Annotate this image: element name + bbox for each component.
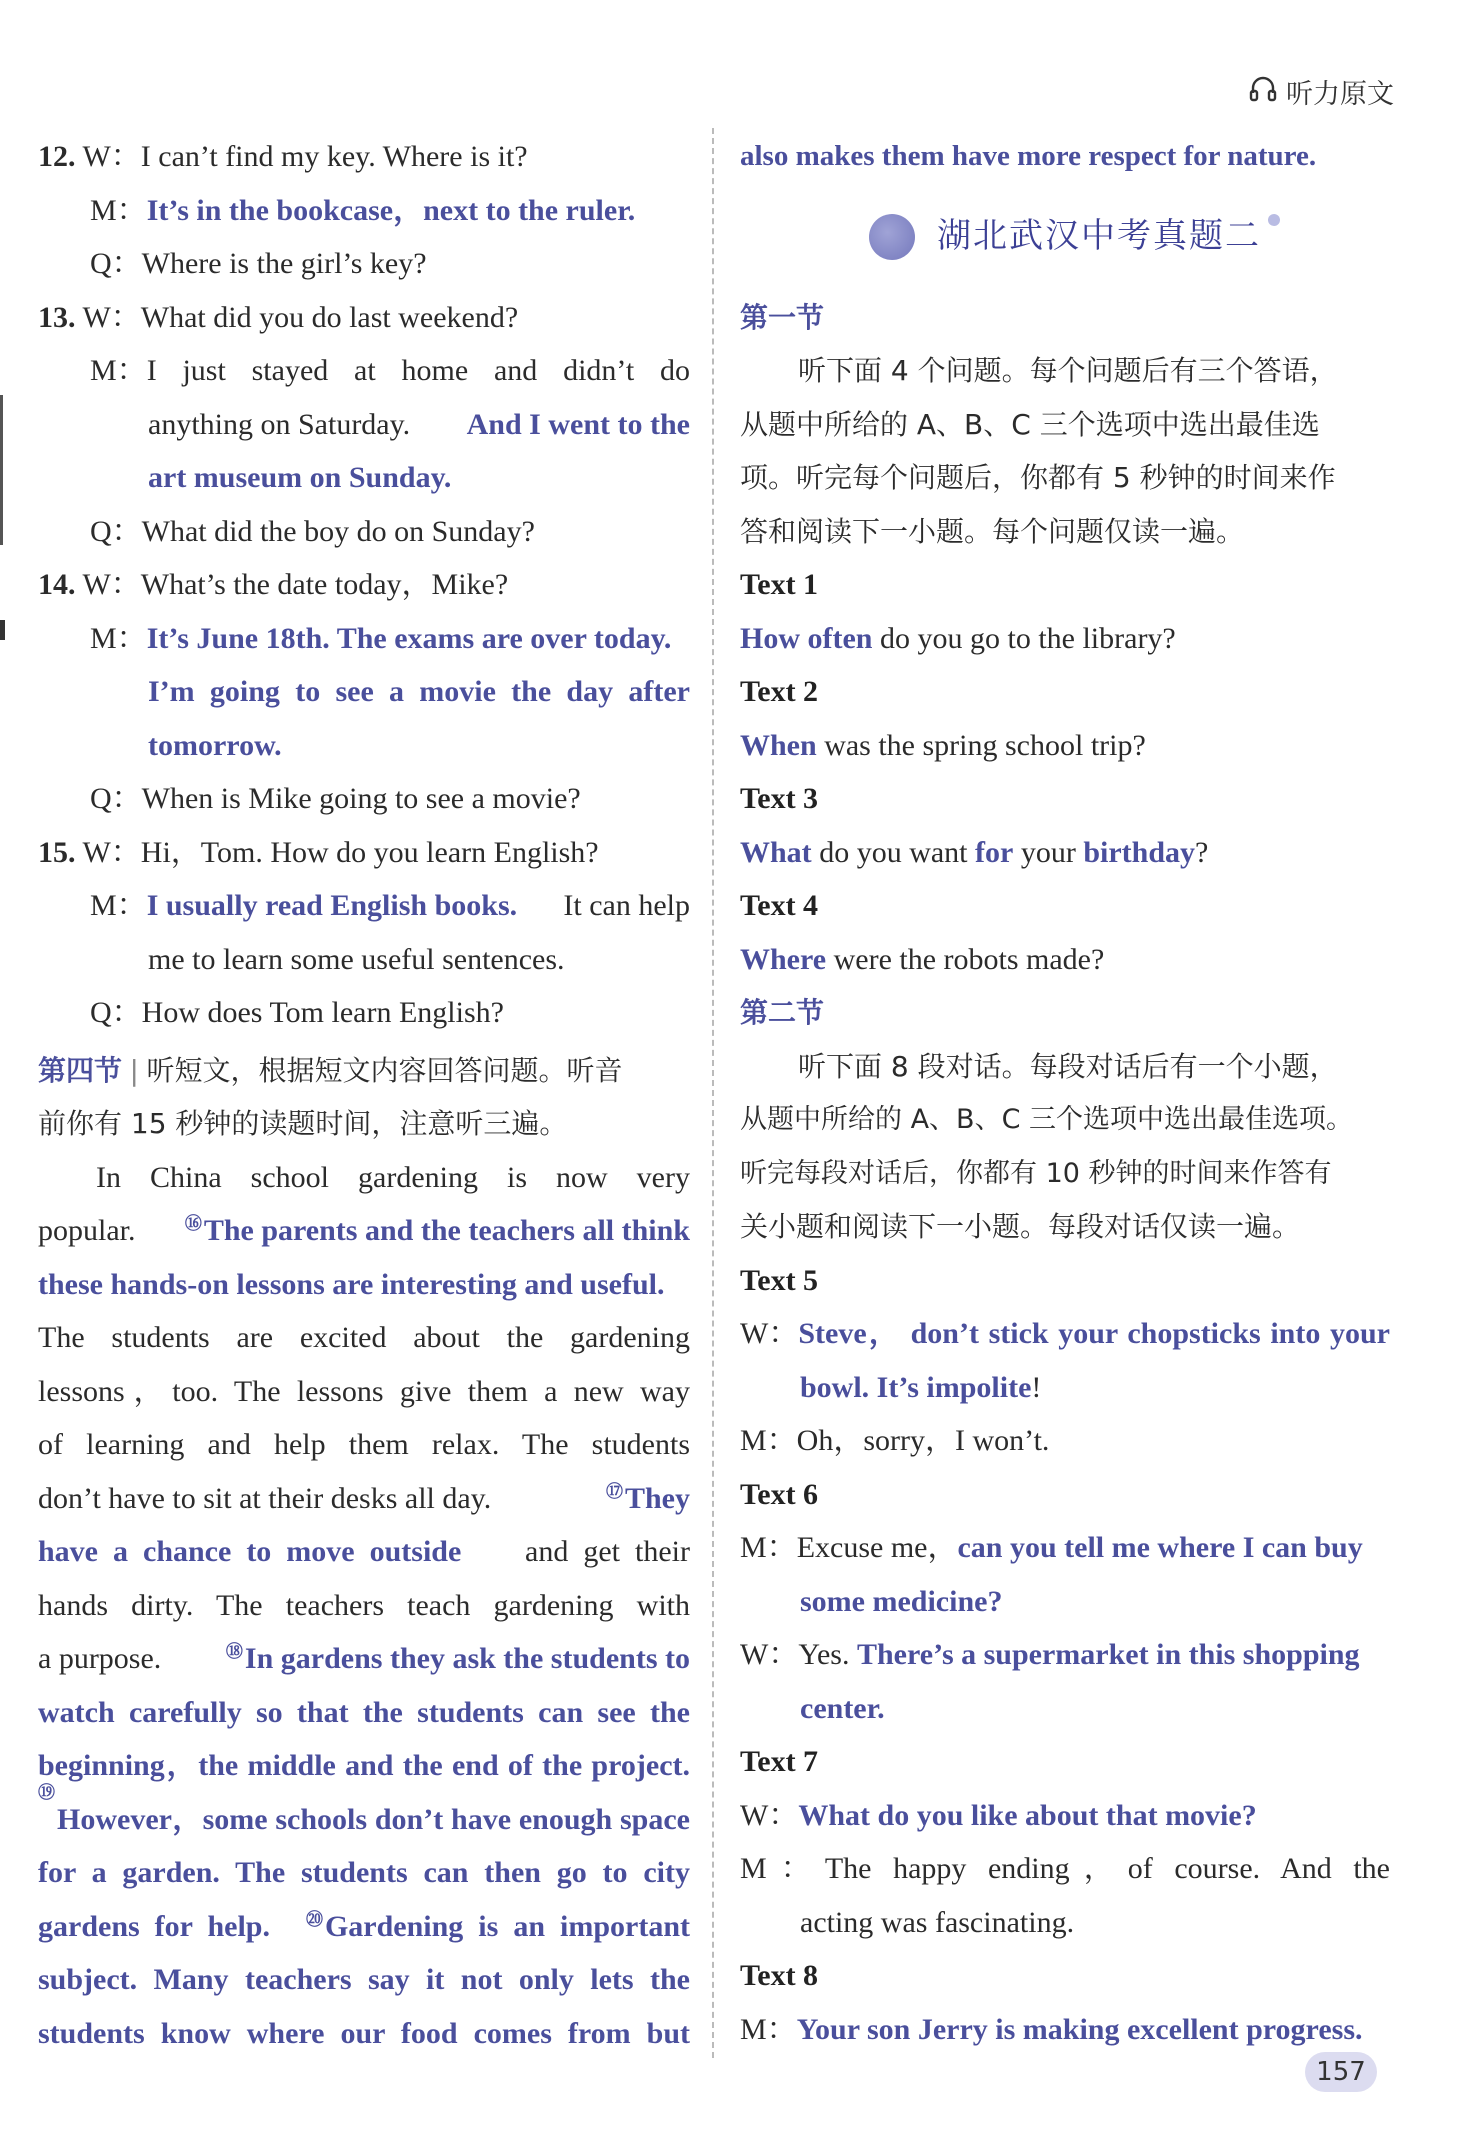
column-divider [712, 128, 714, 2058]
q15-question: Q：How does Tom learn English? [90, 996, 504, 1029]
text-7-heading: Text 7 [740, 1745, 819, 1778]
text-6-woman-line: W：Yes. There’s a supermarket in this shopping [740, 1638, 1360, 1671]
section-2-label: 第二节 [740, 996, 825, 1029]
q12-woman-line: 12. W：I can’t find my key. Where is it? [38, 140, 528, 173]
q14-question: Q：When is Mike going to see a movie? [90, 782, 581, 815]
text-7-man-line: M：The happy ending，of course. And the [740, 1852, 1390, 1885]
passage-line: ⑲ However，some schools don’t have enough space [38, 1782, 690, 1836]
text-6-man-line-2: some medicine? [800, 1584, 1003, 1618]
text-2-heading: Text 2 [740, 675, 819, 708]
q13-question: Q：What did the boy do on Sunday? [90, 514, 535, 548]
q15-man-line-2: me to learn some useful sentences. [148, 942, 565, 976]
text-2-question: When was the spring school trip? [740, 728, 1146, 762]
part4-instruction-2: 前你有 15 秒钟的读题时间，注意听三遍。 [38, 1107, 568, 1140]
left-column [38, 130, 690, 2060]
section-1-instruction: 答和阅读下一小题。每个问题仅读一遍。 [740, 514, 1245, 548]
passage-line: watch carefully so that the students can see the [38, 1695, 690, 1729]
page-header [1248, 72, 1394, 111]
passage-line: don’t have to sit at their desks all day. ⑰They [38, 1481, 690, 1515]
passage-line: students know where our food comes from but [38, 2016, 690, 2050]
section-1-instruction: 听下面 4 个问题。每个问题后有三个答语， [798, 354, 1338, 387]
margin-mark [0, 395, 3, 545]
section-1-instruction: 从题中所给的 A、B、C 三个选项中选出最佳选 [740, 407, 1320, 441]
passage-line: a purpose. ⑱In gardens they ask the students to [38, 1642, 690, 1675]
q14-woman-line: 14. W：What’s the date today，Mike? [38, 568, 509, 601]
q13-man-line-2: anything on Saturday. And I went to the [148, 407, 690, 441]
passage-line: lessons，too. The lessons give them a new way [38, 1374, 690, 1408]
headphones-icon [1248, 73, 1278, 110]
section-1-label: 第一节 [740, 300, 825, 334]
passage-line: these hands-on lessons are interesting and useful. [38, 1267, 665, 1301]
text-3-question: What do you want for your birthday? [740, 835, 1209, 869]
text-5-man-line: M：Oh，sorry，I won’t. [740, 1424, 1050, 1457]
passage-line: gardens for help. ⑳Gardening is an important [38, 1909, 690, 1943]
passage-line: The students are excited about the gardening [38, 1321, 690, 1354]
text-6-man-line: M：Excuse me，can you tell me where I can buy [740, 1531, 1363, 1564]
section-banner [740, 184, 1390, 291]
text-6-woman-line-2: center. [800, 1691, 885, 1725]
banner-dot-decoration [1268, 214, 1280, 226]
passage-line: of learning and help them relax. The students [38, 1428, 690, 1461]
q12-question: Q：Where is the girl’s key? [90, 247, 427, 280]
passage-line: have a chance to move outside and get their [38, 1535, 690, 1568]
section-2-instruction: 从题中所给的 A、B、C 三个选项中选出最佳选项。 [740, 1104, 1354, 1135]
section-2-instruction: 听下面 8 段对话。每段对话后有一个小题， [798, 1049, 1338, 1083]
section-2-instruction: 关小题和阅读下一小题。每段对话仅读一遍。 [740, 1210, 1301, 1243]
header-label: 听力原文 [1286, 79, 1394, 110]
text-1-heading: Text 1 [740, 568, 819, 601]
text-1-question: How often do you go to the library? [740, 621, 1176, 655]
text-8-man-line: M：Your son Jerry is making excellent progress. [740, 2012, 1363, 2046]
text-5-woman-line-2: bowl. It’s impolite! [800, 1370, 1042, 1404]
passage-line: In China school gardening is now very [96, 1160, 690, 1194]
right-column [740, 130, 1390, 2056]
q15-man-line: M：I usually read English books. It can help [90, 889, 690, 922]
passage-continuation: also makes them have more respect for nature. [740, 140, 1317, 172]
q13-man-line: M： I just stayed at home and didn’t do [90, 354, 690, 387]
banner-title: 湖北武汉中考真题二 [937, 216, 1261, 257]
text-6-heading: Text 6 [740, 1477, 819, 1511]
q14-man-line-2: I’m going to see a movie the day after [148, 675, 690, 708]
q12-man-line: M：It’s in the bookcase，next to the ruler. [90, 193, 636, 227]
page-number: 157 [1305, 2052, 1377, 2092]
text-7-woman-line: W：What do you like about that movie? [740, 1798, 1257, 1832]
q14-man-line: M：It’s June 18th. The exams are over today. [90, 621, 672, 655]
passage-line: popular. ⑯The parents and the teachers all think [38, 1214, 690, 1247]
text-5-woman-line: W： Steve， don’t stick your chopsticks into your [740, 1317, 1390, 1350]
section-2-instruction: 听完每段对话后，你都有 10 秒钟的时间来作答有 [740, 1157, 1332, 1189]
passage-line: hands dirty. The teachers teach gardening with [38, 1588, 690, 1622]
margin-mark [0, 620, 5, 640]
banner-circle-decoration [869, 214, 915, 260]
passage-line: beginning，the middle and the end of the project. [38, 1749, 690, 1782]
passage-line: for a garden. The students can then go to city [38, 1856, 690, 1889]
section-1-instruction: 项。听完每个问题后，你都有 5 秒钟的时间来作 [740, 461, 1336, 494]
text-3-heading: Text 3 [740, 782, 819, 815]
q13-woman-line: 13. W：What did you do last weekend? [38, 300, 519, 334]
text-5-heading: Text 5 [740, 1263, 819, 1297]
text-4-question: Where were the robots made? [740, 942, 1105, 976]
passage-line: subject. Many teachers say it not only lets the [38, 1963, 690, 1996]
part4-instruction: 第四节 | 听短文，根据短文内容回答问题。听音 [38, 1053, 623, 1087]
q13-man-line-3: art museum on Sunday. [148, 461, 452, 494]
q14-man-line-3: tomorrow. [148, 728, 282, 762]
text-8-heading: Text 8 [740, 1959, 819, 1992]
text-7-man-line-2: acting was fascinating. [800, 1905, 1075, 1939]
q15-woman-line: 15. W：Hi，Tom. How do you learn English? [38, 835, 599, 869]
text-4-heading: Text 4 [740, 889, 819, 922]
